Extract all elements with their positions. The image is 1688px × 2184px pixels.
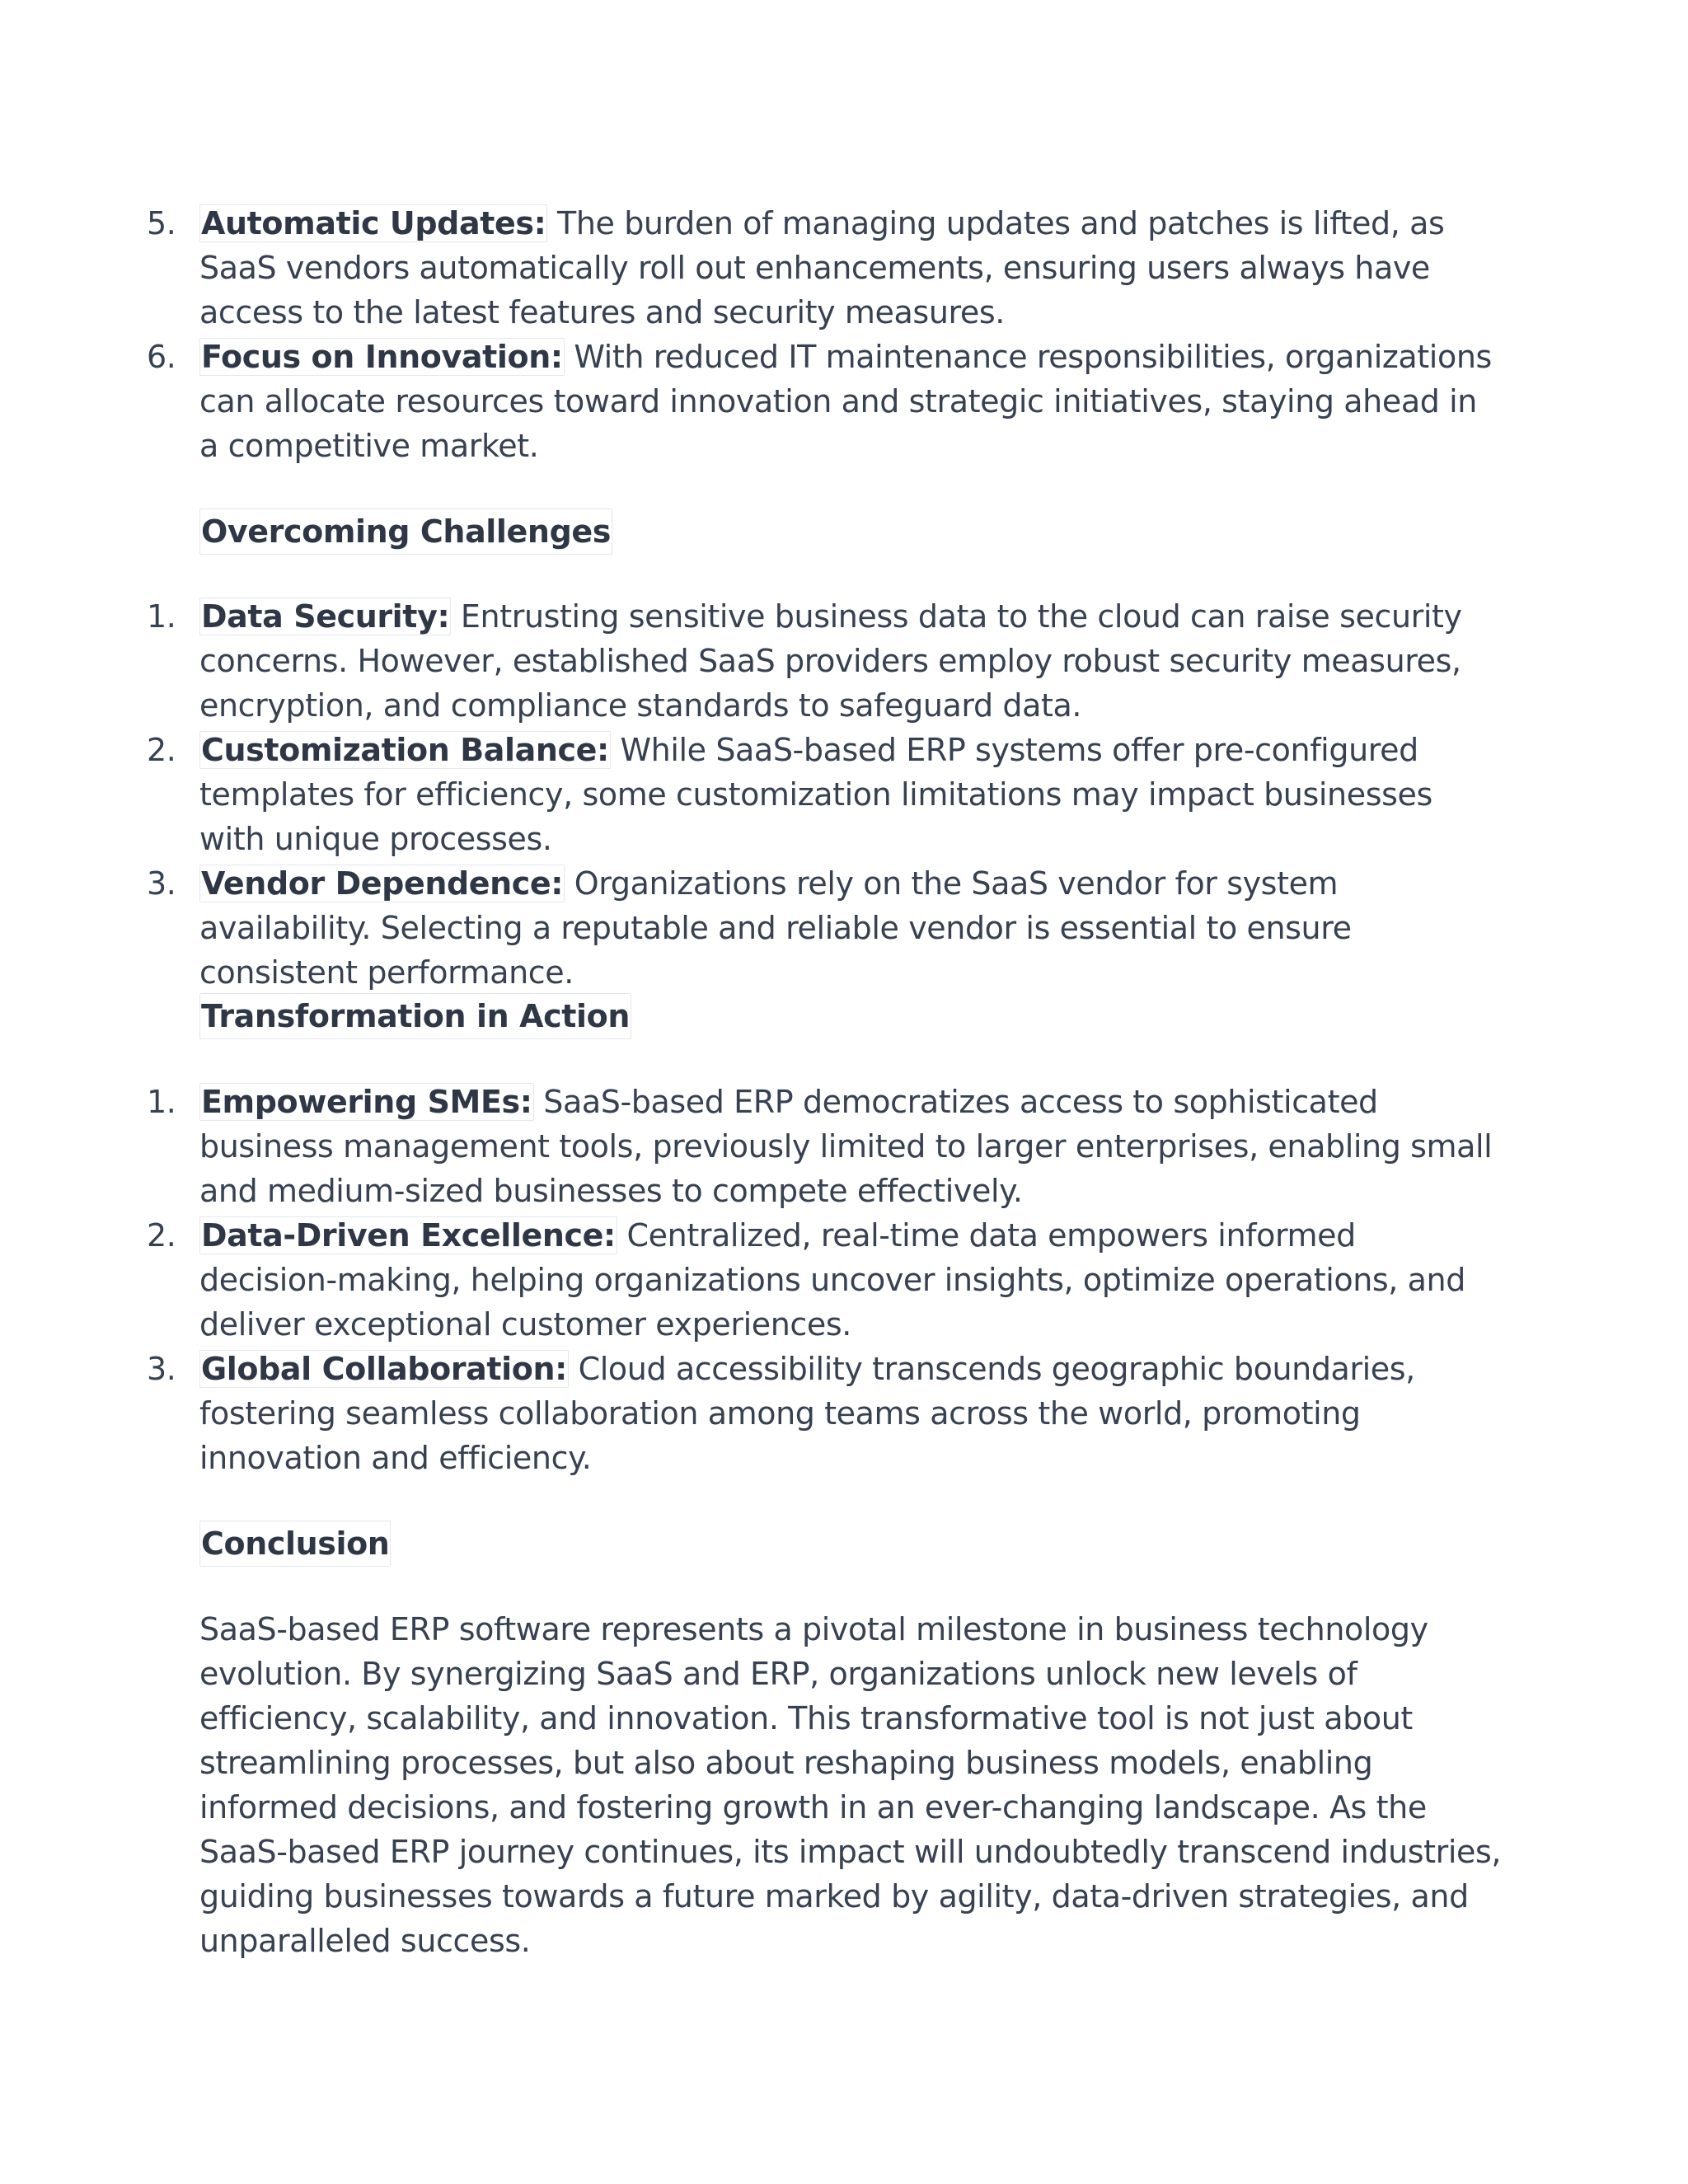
- list-item: [0, 1080, 1688, 1213]
- list-item: [0, 201, 1688, 335]
- list-item-term: Global Collaboration:: [201, 1351, 567, 1387]
- list-item-term: Vendor Dependence:: [201, 865, 564, 902]
- list-item: [0, 861, 1688, 995]
- list-item-text: [199, 1213, 1502, 1347]
- list-item: [0, 594, 1688, 728]
- list-item-term: Automatic Updates:: [201, 205, 546, 241]
- section-heading-challenges: Overcoming Challenges: [199, 509, 612, 555]
- list-item-text: [199, 201, 1502, 335]
- list-item-number: 2.: [147, 732, 176, 768]
- list-item-number: 3.: [147, 1351, 176, 1387]
- list-item-text: [199, 335, 1502, 468]
- list-item-text: [199, 728, 1502, 861]
- transformation-list: [0, 1080, 1688, 1480]
- list-item-number: 3.: [147, 865, 176, 902]
- list-item-number: 6.: [147, 339, 176, 375]
- list-item-number: 1.: [147, 598, 176, 635]
- list-item-description: The burden of managing updates and patches is lifted, as SaaS vendors automatically roll out enhancements, ensuring users always have access to the latest features and security measures.: [199, 205, 1445, 330]
- list-item: [0, 335, 1688, 468]
- list-item-description: SaaS-based ERP democratizes access to sophisticated business management tools, previously limited to larger enterprises, enabling small and medium-sized businesses to compete effectively.: [199, 1084, 1493, 1209]
- list-item-number: 1.: [147, 1084, 176, 1120]
- list-item-term: Focus on Innovation:: [201, 339, 563, 375]
- list-item-description: Centralized, real-time data empowers informed decision-making, helping organizations uncover insights, optimize operations, and deliver exceptional customer experiences.: [199, 1217, 1465, 1343]
- section-heading-transformation: Transformation in Action: [199, 993, 631, 1039]
- list-item-description: Cloud accessibility transcends geographic boundaries, fostering seamless collaboration among teams across the world, promoting innovation and efficiency.: [199, 1351, 1415, 1476]
- list-item-number: 2.: [147, 1217, 176, 1254]
- list-item-text: [199, 594, 1502, 728]
- list-item-text: [199, 861, 1502, 995]
- list-item: [0, 728, 1688, 861]
- list-item-description: Organizations rely on the SaaS vendor for system availability. Selecting a reputable and reliable vendor is essential to ensure consistent performance.: [199, 865, 1352, 991]
- list-item: [0, 1213, 1688, 1347]
- list-item-text: [199, 1080, 1502, 1213]
- list-item-description: While SaaS-based ERP systems offer pre-configured templates for efficiency, some customization limitations may impact businesses with unique processes.: [199, 732, 1432, 857]
- section-heading-conclusion: Conclusion: [199, 1521, 391, 1567]
- list-item-term: Customization Balance:: [201, 732, 609, 768]
- list-item-description: Entrusting sensitive business data to the cloud can raise security concerns. However, established SaaS providers employ robust security measures, encryption, and compliance standards to safeguard data.: [199, 598, 1462, 724]
- list-item: [0, 1347, 1688, 1480]
- list-item-term: Data Security:: [201, 598, 450, 635]
- challenges-list: [0, 594, 1688, 995]
- benefits-list: [0, 201, 1688, 468]
- list-item-term: Empowering SMEs:: [201, 1084, 532, 1120]
- list-item-text: [199, 1347, 1502, 1480]
- conclusion-paragraph: SaaS-based ERP software represents a pivotal milestone in business technology evolution. By synergizing SaaS and ERP, organizations unlock new levels of efficiency, scalability, and innovation. This transformative tool is not just about streamlining processes, but also about reshaping business models, enabling informed decisions, and fostering growth in an ever-changing landscape. As the SaaS-based ERP journey continues, its impact will undoubtedly transcend industries, guiding businesses towards a future marked by agility, data-driven strategies, and unparalleled success.: [199, 1611, 1502, 1959]
- list-item-number: 5.: [147, 205, 176, 241]
- list-item-term: Data-Driven Excellence:: [201, 1217, 616, 1254]
- list-item-description: With reduced IT maintenance responsibilities, organizations can allocate resources toward innovation and strategic initiatives, staying ahead in a competitive market.: [199, 339, 1492, 464]
